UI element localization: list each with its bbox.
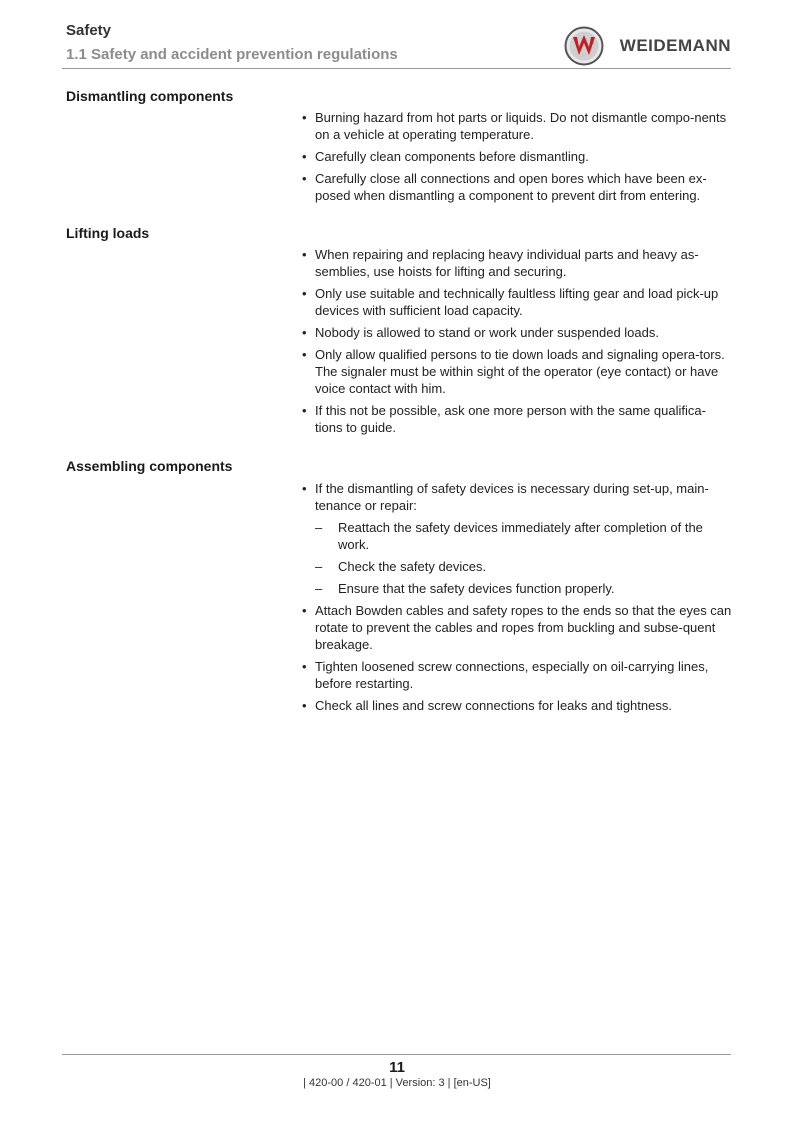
lifting-list (302, 246, 732, 441)
list-item: • Attach Bowden cables and safety ropes to the ends so that the eyes can rotate to prevent the cables and ropes from buckling and subse-quent breakage. (302, 602, 732, 653)
list-item: • Burning hazard from hot parts or liquids. Do not dismantle compo-nents on a vehicle at operating temperature. (302, 109, 732, 143)
section-heading-assembling: Assembling components (66, 458, 233, 474)
brand-logo (564, 26, 731, 66)
sub-list-item: – Reattach the safety devices immediately after completion of the work. (315, 519, 732, 553)
list-item: • When repairing and replacing heavy individual parts and heavy as-semblies, use hoists for lifting and securing. (302, 246, 732, 280)
page-number: 11 (389, 1059, 405, 1076)
page-header (66, 20, 731, 70)
assembling-list (302, 480, 732, 719)
list-item: • Nobody is allowed to stand or work under suspended loads. (302, 324, 732, 341)
section-heading-lifting: Lifting loads (66, 225, 150, 241)
list-item: • Check all lines and screw connections for leaks and tightness. (302, 697, 732, 714)
section-heading-dismantling: Dismantling components (66, 88, 234, 104)
header-divider (62, 68, 731, 69)
section-title: 1.1 Safety and accident prevention regulations (66, 46, 398, 63)
document-info: | 420-00 / 420-01 | Version: 3 | [en-US] (303, 1077, 491, 1089)
sub-list-item: – Ensure that the safety devices function properly. (315, 580, 732, 597)
chapter-title: Safety (66, 22, 112, 39)
list-item: • Tighten loosened screw connections, especially on oil-carrying lines, before restarting. (302, 658, 732, 692)
sub-list (315, 519, 732, 597)
list-item: • Carefully clean components before dismantling. (302, 148, 732, 165)
footer-divider (62, 1054, 731, 1055)
list-item: • If this not be possible, ask one more person with the same qualifica-tions to guide. (302, 402, 732, 436)
sub-list-item: – Check the safety devices. (315, 558, 732, 575)
brand-name: WEIDEMANN (619, 36, 731, 55)
list-item (302, 480, 732, 597)
dismantling-list (302, 109, 732, 209)
list-item: • Only allow qualified persons to tie down loads and signaling opera-tors. The signaler must be within sight of the operator (eye contact) or have voice contact with him. (302, 346, 732, 397)
list-item: • Carefully close all connections and open bores which have been ex-posed when dismantling a component to prevent dirt from entering. (302, 170, 732, 204)
list-item-text: If the dismantling of safety devices is necessary during set-up, main-tenance or repair: (315, 481, 709, 513)
weidemann-logo-icon (564, 26, 604, 66)
list-item: • Only use suitable and technically faultless lifting gear and load pick-up devices with sufficient load capacity. (302, 285, 732, 319)
